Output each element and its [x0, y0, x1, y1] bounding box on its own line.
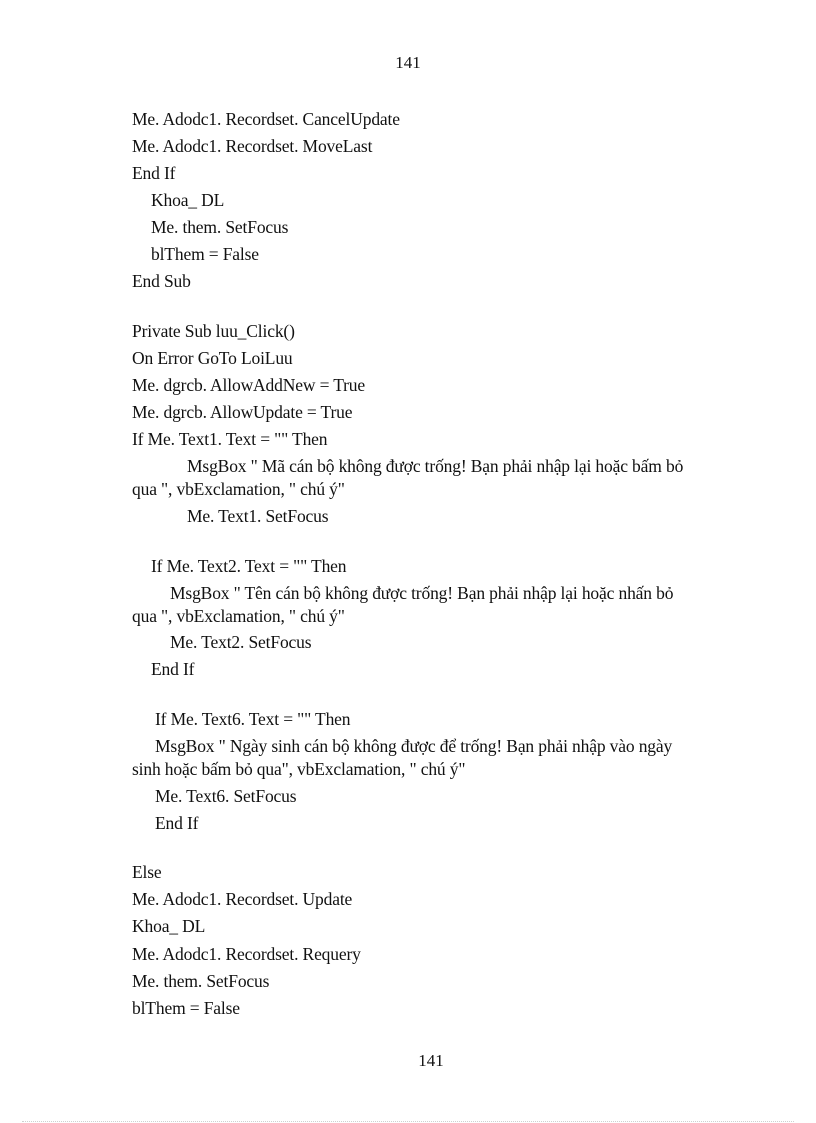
page-number-bottom: 141 [418, 1051, 444, 1070]
code-line: Else [132, 862, 162, 882]
code-line: MsgBox " Mã cán bộ không được trống! Bạn phải nhập lại hoặc bấm bỏ [187, 456, 684, 476]
page-number-top: 141 [395, 53, 421, 72]
code-line: Private Sub luu_Click() [132, 321, 295, 341]
code-line: Me. Adodc1. Recordset. Requery [132, 944, 361, 964]
code-line: If Me. Text1. Text = "" Then [132, 429, 328, 449]
code-line: Me. them. SetFocus [151, 217, 289, 237]
code-line: Me. Adodc1. Recordset. Update [132, 889, 353, 909]
code-line: Khoa_ DL [151, 190, 225, 210]
page-bottom-divider [22, 1121, 794, 1122]
code-line: End Sub [132, 271, 191, 291]
code-line: Me. them. SetFocus [132, 971, 270, 991]
code-line: qua ", vbExclamation, " chú ý" [132, 606, 345, 626]
code-line: blThem = False [151, 244, 259, 264]
code-line: Me. Adodc1. Recordset. MoveLast [132, 136, 373, 156]
code-line: blThem = False [132, 998, 240, 1018]
code-line: Me. Adodc1. Recordset. CancelUpdate [132, 109, 400, 129]
code-line: If Me. Text6. Text = "" Then [155, 709, 351, 729]
code-line: Me. Text6. SetFocus [155, 786, 297, 806]
code-line: End If [155, 813, 199, 833]
code-line: End If [132, 163, 176, 183]
code-line: Me. Text1. SetFocus [187, 506, 329, 526]
code-line: MsgBox " Ngày sinh cán bộ không được để trống! Bạn phải nhập vào ngày [155, 736, 673, 756]
code-line: If Me. Text2. Text = "" Then [151, 556, 347, 576]
code-line: Me. dgrcb. AllowAddNew = True [132, 375, 366, 395]
code-line: qua ", vbExclamation, " chú ý" [132, 479, 345, 499]
code-line: Me. Text2. SetFocus [170, 632, 312, 652]
code-line: Me. dgrcb. AllowUpdate = True [132, 402, 353, 422]
code-line: sinh hoặc bấm bỏ qua", vbExclamation, " chú ý" [132, 759, 466, 779]
code-line: End If [151, 659, 195, 679]
code-line: Khoa_ DL [132, 916, 206, 936]
code-line: On Error GoTo LoiLuu [132, 348, 293, 368]
code-line: MsgBox " Tên cán bộ không được trống! Bạn phải nhập lại hoặc nhấn bỏ [170, 583, 674, 603]
